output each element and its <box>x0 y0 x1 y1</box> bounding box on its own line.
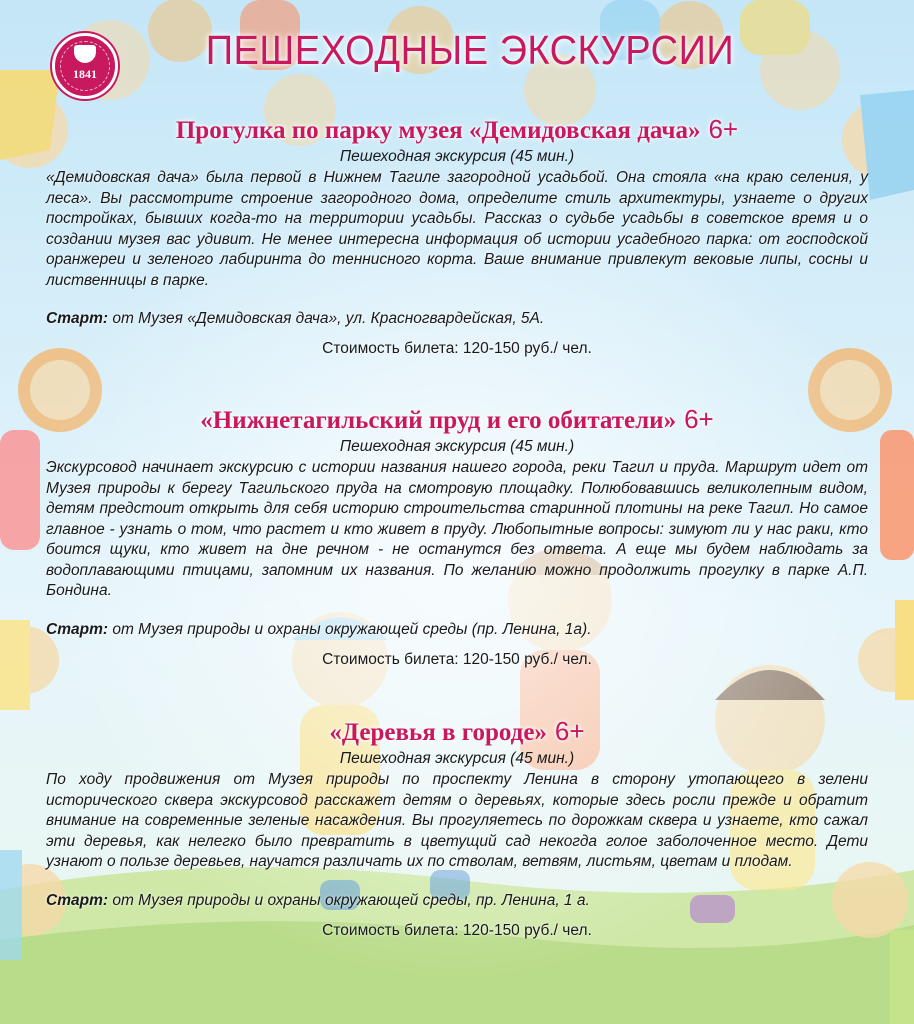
excursion-section-3 <box>46 716 868 940</box>
excursion-title <box>46 114 868 146</box>
excursion-description: По ходу продвижения от Музея природы по проспекту Ленина в сторону утопающего в зелени исторического сквера экскурсовод расскажет детям о деревьях, которые здесь росли прежде и обратит внимание на современные зеленые насаждения. Вы прогуляетесь по дорожкам сквера и узнаете, кто сажал эти деревья, как нелегко было превратить в цветущий сад некогда голое заболоченное место. Дети узнают о пользе деревьев, научатся различать их по стволам, ветвям, листьям, цветам и плодам. <box>46 771 868 870</box>
start-location: от Музея «Демидовская дача», ул. Красногвардейская, 5А. <box>108 310 545 327</box>
page-title: ПЕШЕХОДНЫЕ ЭКСКУРСИИ <box>205 28 735 74</box>
museum-logo <box>52 33 118 99</box>
start-label: Старт: <box>46 310 109 327</box>
excursion-description: Экскурсовод начинает экскурсию с истории названия нашего города, реки Тагил и пруда. Маршрут идет от Музея природы к берегу Тагильского пруда на смотровую площадку. Полюбовавшись великолепным видом, детям предстоит открыть для себя историю строительства старинной плотины на реке Тагил. Но самое главное - узнать о том, что растет и кто живет в пруду. Любопытные вопросы: зимуют ли у нас раки, кто боится щуки, кто живет на дне речном - не останутся без ответа. А еще мы будем наблюдать за водоплавающими птицами, запомним их названия. По желанию можно продолжить прогулку в парке А.П. Бондина. <box>46 459 868 599</box>
excursion-start <box>46 892 868 910</box>
start-label: Старт: <box>46 620 109 638</box>
ticket-price: Стоимость билета: 120-150 руб./ чел. <box>322 340 592 357</box>
excursion-title <box>46 404 868 436</box>
excursion-title-text: Прогулка по парку музея «Демидовская дача» <box>175 117 701 144</box>
excursion-title <box>46 716 868 748</box>
excursion-section-1 <box>46 114 868 358</box>
logo-year: 1841 <box>73 67 97 81</box>
excursion-subtitle: Пешеходная экскурсия (45 мин.) <box>339 750 575 767</box>
excursion-title-text: «Деревья в городе» <box>329 719 547 746</box>
excursion-description: «Демидовская дача» была первой в Нижнем Тагиле загородной усадьбой. Она стояла «на краю селения, у леса». Вы рассмотрите строение загородного дома, определите стиль архитектуры, узнаете о других постройках, бывших когда-то на территории усадьбы. Рассказ о судьбе усадьбы в советское время и о создании музея вас удивит. Не менее интересна информация об истории усадебного парка: от господской оранжереи и зеленого лабиринта до теннисного корта. Ваше внимание привлекут вековые липы, сосны и лиственницы в парке. <box>46 169 868 289</box>
age-badge: 6+ <box>684 404 714 434</box>
excursion-start <box>46 621 868 639</box>
start-location: от Музея природы и охраны окружающей среды (пр. Ленина, 1а). <box>108 620 592 638</box>
ticket-price: Стоимость билета: 120-150 руб./ чел. <box>322 650 592 668</box>
start-label: Старт: <box>46 891 109 909</box>
excursion-subtitle: Пешеходная экскурсия (45 мин.) <box>339 438 575 455</box>
excursion-subtitle: Пешеходная экскурсия (45 мин.) <box>339 148 575 165</box>
age-badge: 6+ <box>554 716 585 746</box>
ticket-price: Стоимость билета: 120-150 руб./ чел. <box>322 921 592 939</box>
excursion-title-text: «Нижнетагильский пруд и его обитатели» <box>200 407 677 434</box>
age-badge: 6+ <box>708 114 739 144</box>
excursion-start <box>46 310 868 328</box>
excursion-section-2 <box>46 404 868 669</box>
start-location: от Музея природы и охраны окружающей среды, пр. Ленина, 1 а. <box>108 891 590 909</box>
